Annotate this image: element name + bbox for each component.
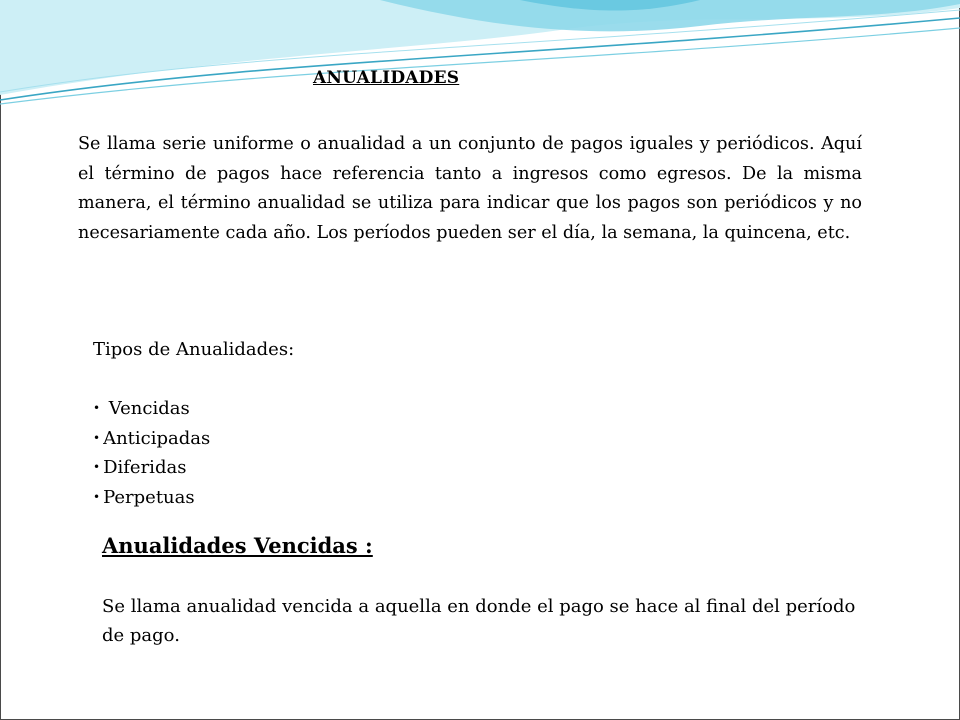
bullet-icon: • <box>93 401 101 415</box>
bullet-icon: • <box>93 489 101 504</box>
bullet-icon: • <box>93 460 101 474</box>
types-list <box>93 394 210 512</box>
list-item-label: Anticipadas <box>103 427 211 449</box>
slide-title: ANUALIDADES <box>313 68 460 88</box>
list-item <box>93 483 210 513</box>
list-item <box>93 453 210 483</box>
list-item <box>93 424 210 454</box>
list-item-label: Diferidas <box>103 457 187 478</box>
list-item <box>93 394 210 424</box>
list-item-label: Perpetuas <box>103 486 195 508</box>
types-heading: Tipos de Anualidades: <box>93 339 295 360</box>
definition-paragraph: Se llama anualidad vencida a aquella en donde el pago se hace al final del período de pago. <box>102 596 856 646</box>
list-item-label: Vencidas <box>103 398 190 419</box>
bullet-icon: • <box>93 430 101 445</box>
intro-paragraph: Se llama serie uniforme o anualidad a un conjunto de pagos iguales y periódicos. Aquí el término de pagos hace referencia tanto a ingresos como egresos. De la misma manera, el término anualidad se utiliza para indicar que los pagos son periódicos y no necesariamente cada año. Los períodos pueden ser el día, la semana, la quincena, etc. <box>78 134 862 243</box>
wave-header-decoration <box>0 0 960 110</box>
section-subheading: Anualidades Vencidas : <box>102 533 373 558</box>
